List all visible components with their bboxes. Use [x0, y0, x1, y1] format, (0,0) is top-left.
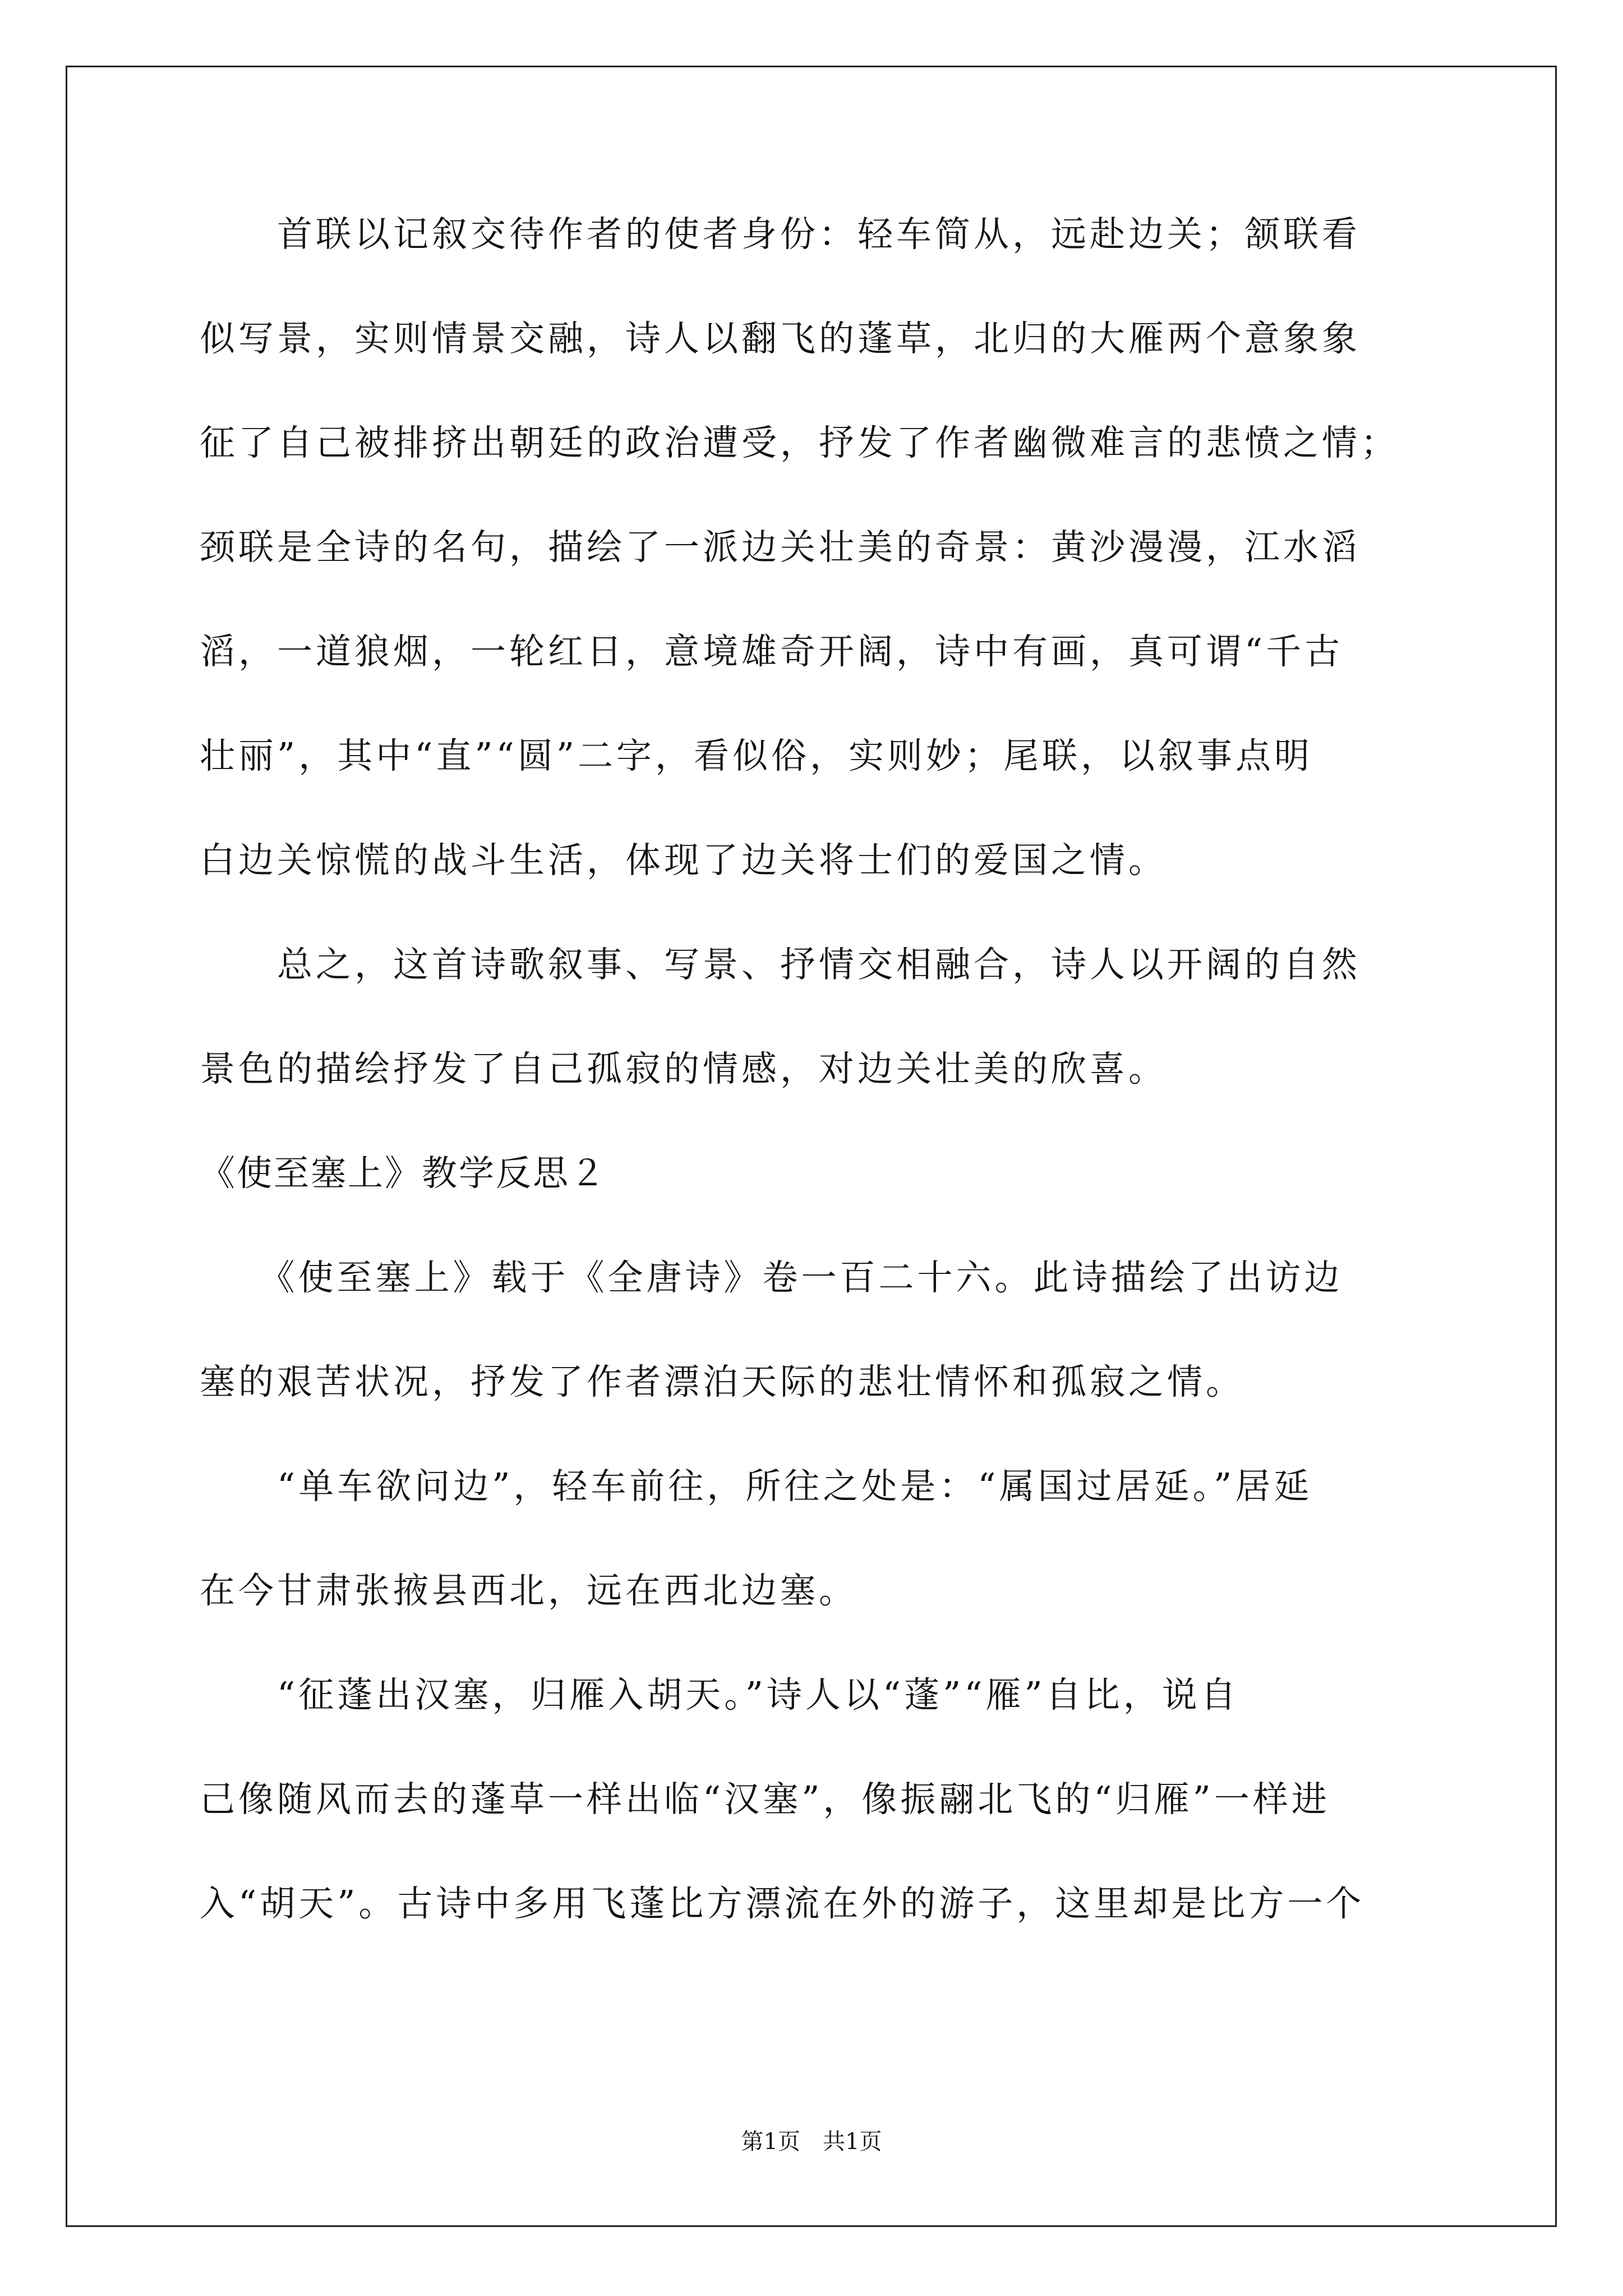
text-line: 征了自己被排挤出朝廷的政治遭受，抒发了作者幽微难言的悲愤之情； — [200, 422, 1399, 463]
section-heading: 《使至塞上》教学反思２ — [200, 1153, 607, 1194]
text-line: 入“胡天”。古诗中多用飞蓬比方漂流在外的游子，这里却是比方一个 — [200, 1883, 1365, 1924]
text-line: 在今甘肃张掖县西北，远在西北边塞。 — [200, 1570, 857, 1611]
text-line: 滔，一道狼烟，一轮红日，意境雄奇开阔，诗中有画，真可谓“千古 — [200, 631, 1344, 672]
page-number: 第1页 共1页 — [741, 2129, 882, 2155]
text-line: 壮丽”，其中“直”“圆”二字，看似俗，实则妙；尾联，以叙事点明 — [200, 735, 1313, 776]
text-line: “征蓬出汉塞，归雁入胡天。”诗人以“蓬”“雁”自比，说自 — [200, 1674, 1239, 1715]
text-line: 《使至塞上》载于《全唐诗》卷一百二十六。此诗描绘了出访边 — [200, 1257, 1343, 1298]
text-line: 景色的描绘抒发了自己孤寂的情感，对边关壮美的欣喜。 — [200, 1048, 1167, 1089]
text-line: 白边关惊慌的战斗生活，体现了边关将士们的爱国之情。 — [200, 840, 1167, 881]
text-line: 首联以记叙交待作者的使者身份：轻车简从，远赴边关；颔联看 — [200, 214, 1361, 255]
text-line: 似写景，实则情景交融，诗人以翻飞的蓬草，北归的大雁两个意象象 — [200, 318, 1361, 359]
text-line: 颈联是全诗的名句，描绘了一派边关壮美的奇景：黄沙漫漫，江水滔 — [200, 527, 1361, 568]
text-line: “单车欲问边”，轻车前往，所往之处是：“属国过居延。”居延 — [200, 1466, 1313, 1507]
text-line: 总之，这首诗歌叙事、写景、抒情交相融合，诗人以开阔的自然 — [200, 944, 1361, 985]
text-line: 己像随风而去的蓬草一样出临“汉塞”，像振翮北飞的“归雁”一样进 — [200, 1779, 1330, 1820]
text-line: 塞的艰苦状况，抒发了作者漂泊天际的悲壮情怀和孤寂之情。 — [200, 1361, 1244, 1402]
page-footer — [0, 2124, 1623, 2156]
